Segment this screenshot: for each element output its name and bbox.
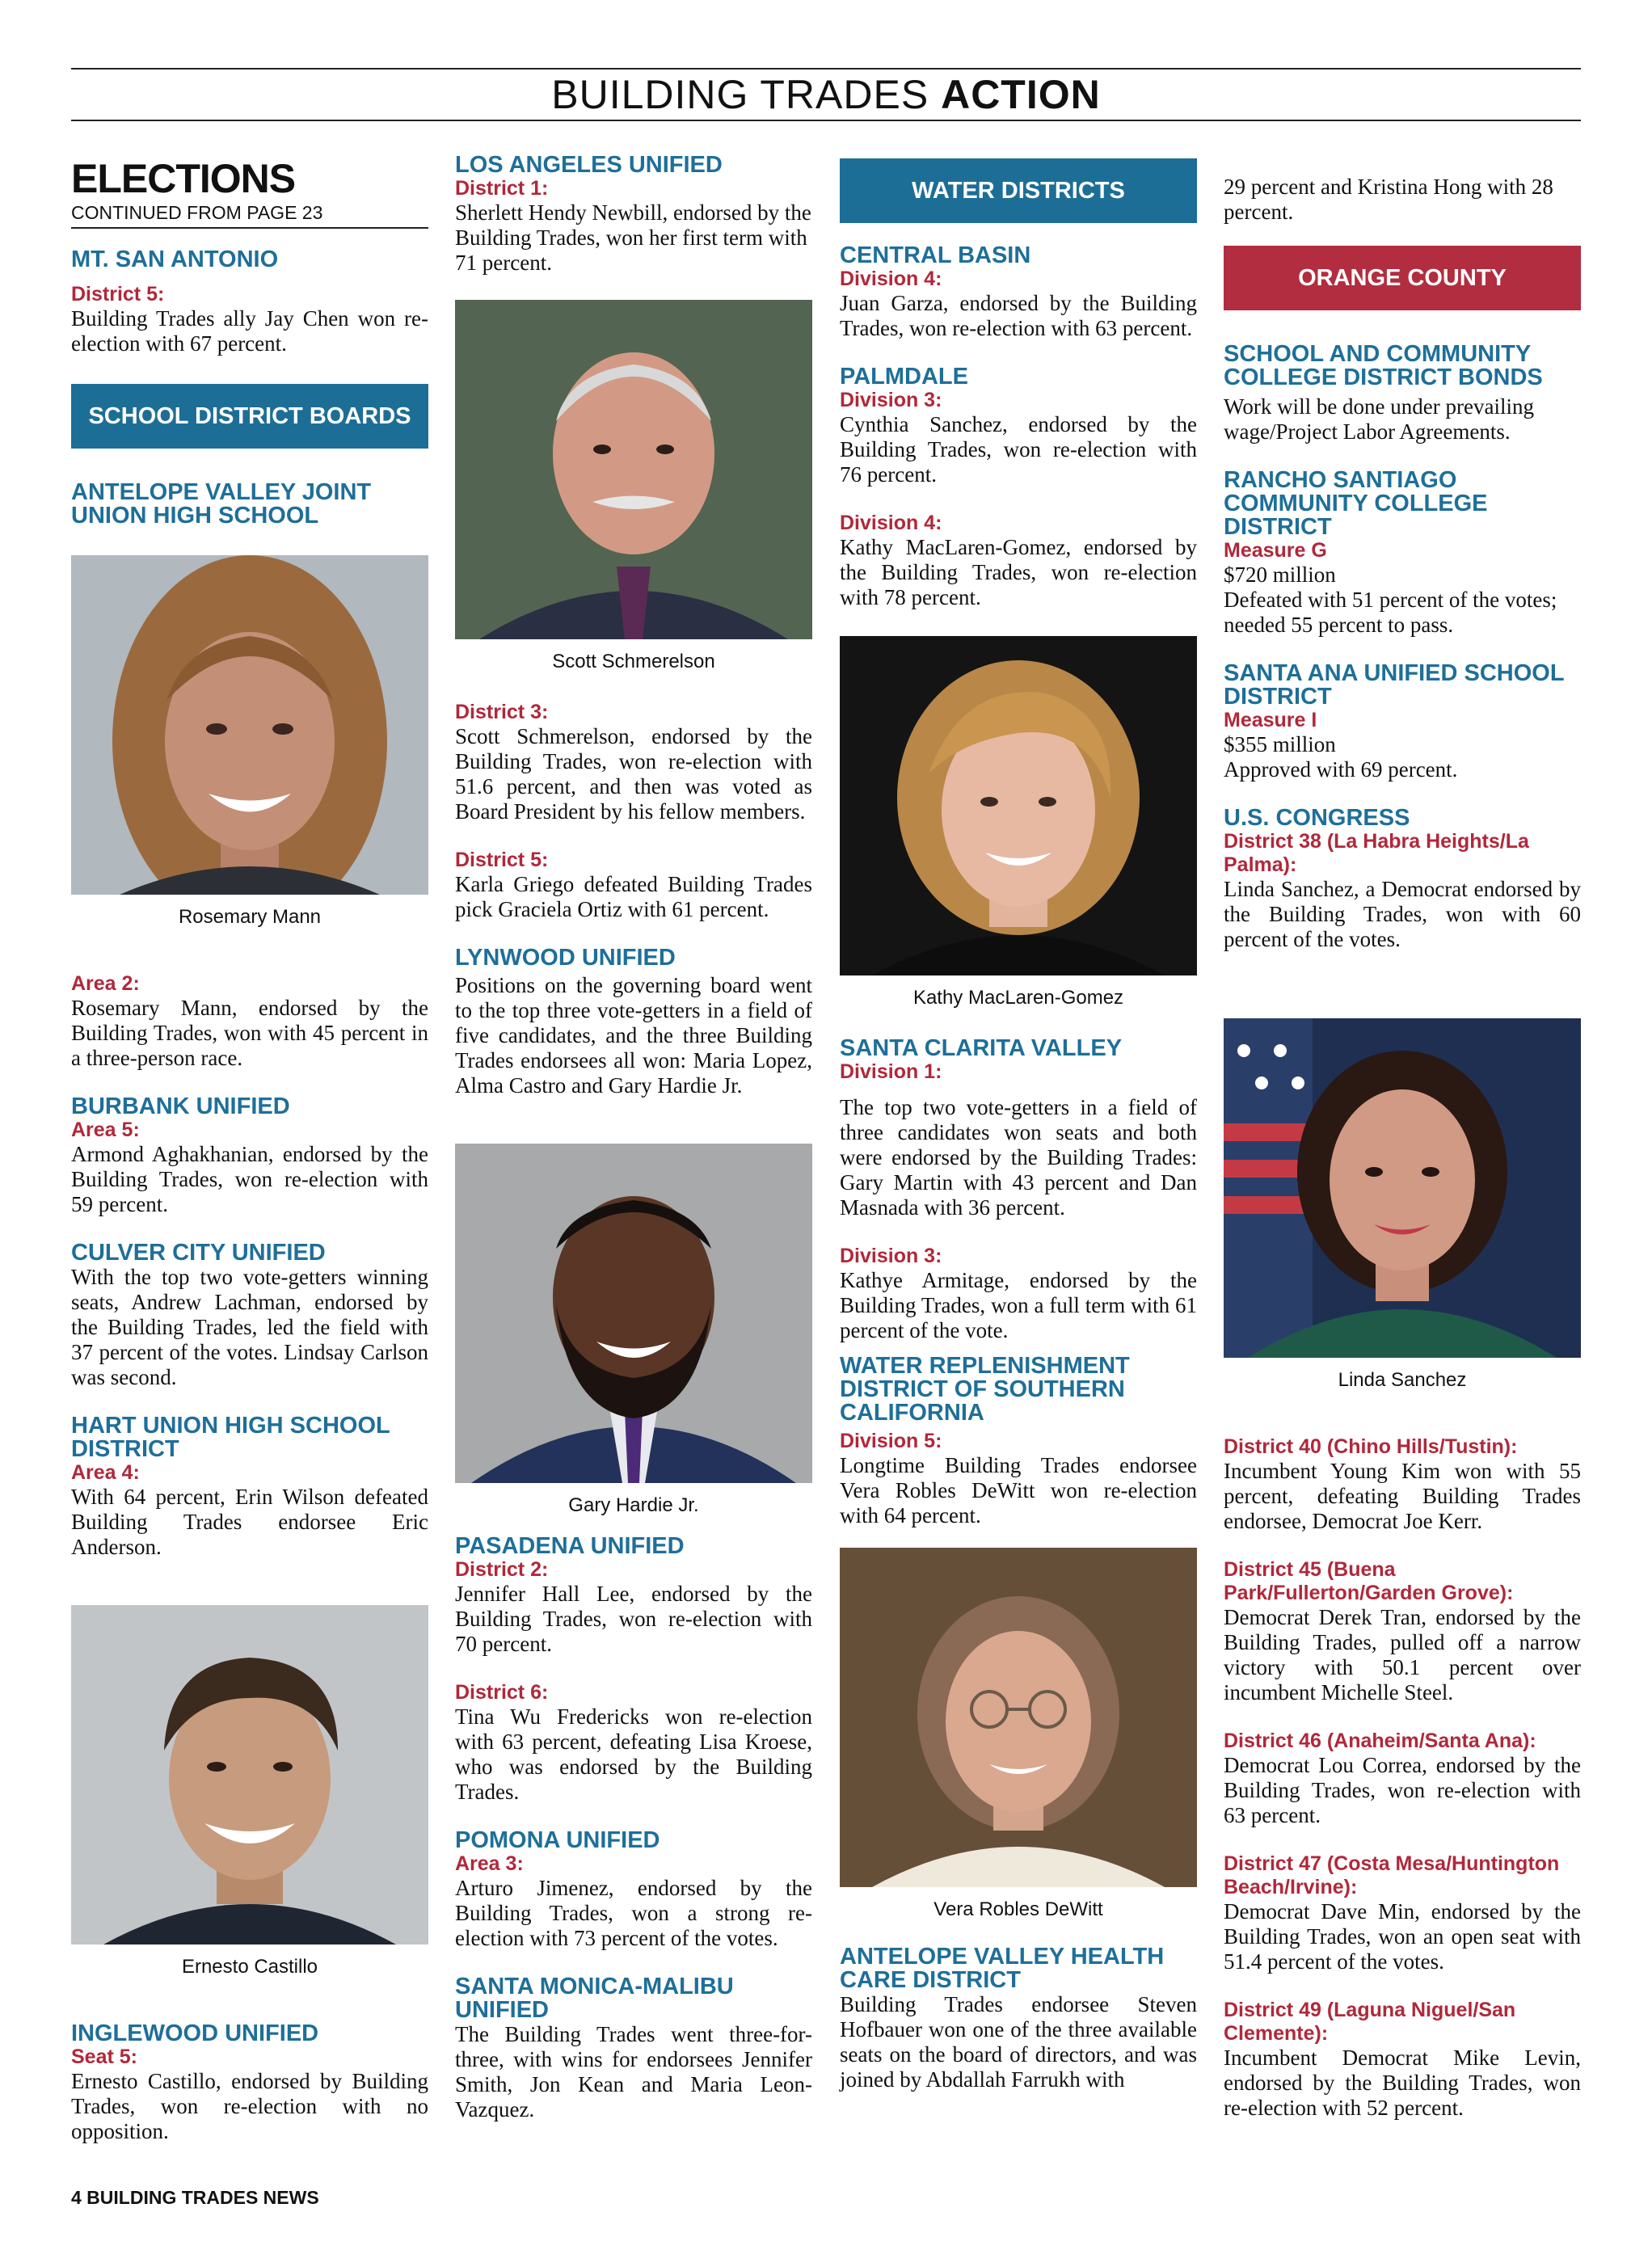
top-rule [71, 68, 1581, 70]
column-4 [1224, 154, 1581, 2121]
paragraph: $355 million [1224, 732, 1336, 756]
photo-rosemary-mann [71, 555, 428, 895]
paragraph: Rosemary Mann, endorsed by the Building Trades, won with 45 percent in a three-person race. [71, 996, 428, 1070]
photo-ernesto-castillo [71, 1605, 428, 1945]
heading-mt-san-antonio: MT. SAN ANTONIO [71, 246, 279, 272]
subheading: District 2: [455, 1558, 549, 1581]
photo-caption: Kathy MacLaren-Gomez [912, 987, 1124, 1009]
paragraph: Tina Wu Fredericks won re-election with 63 percent, defeating Lisa Kroese, who was endorsed by the Building Trades. [455, 1704, 812, 1804]
paragraph: Building Trades endorsee Steven Hofbauer won one of the three available seats on the board of directors, and was joined by Abdallah Farrukh with [840, 1992, 1197, 2092]
heading-pasadena-unified: PASADENA UNIFIED [455, 1533, 685, 1559]
photo-caption: Vera Robles DeWitt [933, 1898, 1103, 1920]
banner-regular: BUILDING TRADES [551, 72, 942, 117]
subheading: Measure G [1224, 539, 1327, 562]
photo-caption: Scott Schmerelson [552, 651, 715, 672]
paragraph: Longtime Building Trades endorsee Vera Robles DeWitt won re-election with 64 percent. [840, 1453, 1197, 1527]
paragraph: Positions on the governing board went to the top three vote-getters in a field of five candidates, and the three Building Trades endorsees all won: Maria Lopez, Alma Castro and Gary Hardie Jr. [455, 973, 812, 1098]
subheading: District 40 (Chino Hills/Tustin): [1224, 1435, 1518, 1458]
banner-bottom-rule [71, 120, 1581, 121]
paragraph: Karla Griego defeated Building Trades pick Graciela Ortiz with 61 percent. [455, 872, 812, 921]
section-box-school-district-boards: SCHOOL DISTRICT BOARDS [71, 384, 428, 449]
heading-santa-monica-malibu: SANTA MONICA-MALIBU UNIFIED [455, 1974, 734, 2023]
photo-caption: Rosemary Mann [178, 906, 322, 928]
heading-antelope-valley-joint: ANTELOPE VALLEY JOINT UNION HIGH SCHOOL [71, 479, 372, 529]
heading-palmdale: PALMDALE [840, 364, 968, 390]
heading-water-replenishment: WATER REPLENISHMENT DISTRICT OF SOUTHERN CALIFORNIA [840, 1353, 1130, 1426]
subheading: Area 5: [71, 1119, 140, 1141]
portrait-image [71, 1605, 428, 1945]
paragraph: Democrat Derek Tran, endorsed by the Building Trades, pulled off a narrow victory with 50.1 percent over incumbent Michelle Steel. [1224, 1605, 1581, 1704]
column-3 [840, 154, 1197, 2092]
paragraph: Scott Schmerelson, endorsed by the Building Trades, won re-election with 51.6 percent, and then was voted as Board President by his fellow members. [455, 724, 812, 824]
section-box-water-districts: WATER DISTRICTS [840, 158, 1197, 223]
photo-caption: Gary Hardie Jr. [568, 1494, 699, 1516]
subheading: District 45 (Buena Park/Fullerton/Garden Grove): [1224, 1558, 1514, 1604]
subheading: Division 1: [840, 1060, 942, 1083]
paragraph: With 64 percent, Erin Wilson defeated Building Trades endorsee Eric Anderson. [71, 1485, 428, 1559]
subheading: District 47 (Costa Mesa/Huntington Beach/Irvine): [1224, 1852, 1560, 1898]
paragraph: Building Trades ally Jay Chen won re-election with 67 percent. [71, 306, 428, 356]
subheading: District 38 (La Habra Heights/La Palma): [1224, 830, 1529, 876]
subheading: District 6: [455, 1681, 549, 1704]
heading-culver-city-unified: CULVER CITY UNIFIED [71, 1240, 326, 1266]
subheading: Area 4: [71, 1461, 140, 1484]
subheading: District 49 (Laguna Niguel/San Clemente): [1224, 1999, 1516, 2045]
paragraph: Sherlett Hendy Newbill, endorsed by the Building Trades, won her first term with 71 percent. [455, 200, 811, 275]
paragraph: Democrat Lou Correa, endorsed by the Building Trades, won re-election with 63 percent. [1224, 1753, 1581, 1827]
paragraph: Armond Aghakhanian, endorsed by the Building Trades, won re-election with 59 percent. [71, 1142, 428, 1216]
heading-us-congress: U.S. CONGRESS [1224, 805, 1410, 831]
paragraph: Linda Sanchez, a Democrat endorsed by the Building Trades, won with 60 percent of the votes. [1224, 877, 1581, 951]
paragraph: The Building Trades went three-for-three, with wins for endorsees Jennifer Smith, Jon Kean and Maria Leon-Vazquez. [455, 2022, 812, 2121]
paragraph: Democrat Dave Min, endorsed by the Building Trades, won an open seat with 51.4 percent of the votes. [1224, 1899, 1581, 1974]
portrait-image [455, 300, 812, 639]
subheading: Area 2: [71, 972, 140, 995]
section-box-orange-county: ORANGE COUNTY [1224, 246, 1581, 310]
photo-scott-schmerelson [455, 300, 812, 639]
paragraph: Incumbent Young Kim won with 55 percent, defeating Building Trades endorsee, Democrat Joe Kerr. [1224, 1459, 1581, 1533]
paragraph: Approved with 69 percent. [1224, 757, 1458, 782]
paragraph: 29 percent and Kristina Hong with 28 percent. [1224, 175, 1553, 224]
paragraph: Kathye Armitage, endorsed by the Building Trades, won a full term with 61 percent of the vote. [840, 1268, 1197, 1342]
subheading: Division 5: [840, 1430, 942, 1452]
page-footer: 4 BUILDING TRADES NEWS [71, 2187, 319, 2208]
heading-santa-clarita-valley: SANTA CLARITA VALLEY [840, 1035, 1123, 1061]
paragraph: Juan Garza, endorsed by the Building Trades, won re-election with 63 percent. [840, 291, 1197, 340]
subheading: Measure I [1224, 709, 1317, 731]
photo-linda-sanchez [1224, 1018, 1581, 1358]
heading-santa-ana-unified: SANTA ANA UNIFIED SCHOOL DISTRICT [1224, 660, 1565, 710]
paragraph: Defeated with 51 percent of the votes; needed 55 percent to pass. [1224, 588, 1557, 637]
continued-note: CONTINUED FROM PAGE 23 [71, 202, 428, 229]
subheading: District 46 (Anaheim/Santa Ana): [1224, 1730, 1536, 1752]
heading-school-bonds: SCHOOL AND COMMUNITY COLLEGE DISTRICT BONDS [1224, 341, 1543, 390]
paragraph: Jennifer Hall Lee, endorsed by the Building Trades, won re-election with 70 percent. [455, 1582, 812, 1656]
paragraph: $720 million [1224, 562, 1336, 587]
heading-antelope-valley-health: ANTELOPE VALLEY HEALTH CARE DISTRICT [840, 1944, 1165, 1993]
heading-pomona-unified: POMONA UNIFIED [455, 1827, 660, 1853]
paragraph: Incumbent Democrat Mike Levin, endorsed by the Building Trades, won re-election with 52 percent. [1224, 2046, 1581, 2120]
subheading: Division 4: [840, 268, 942, 290]
banner-bold: ACTION [941, 72, 1101, 117]
paragraph: Ernesto Castillo, endorsed by Building Trades, won re-election with no opposition. [71, 2069, 428, 2143]
portrait-image [455, 1144, 812, 1483]
heading-los-angeles-unified: LOS ANGELES UNIFIED [455, 152, 723, 178]
column-1 [71, 154, 428, 2144]
paragraph: Kathy MacLaren-Gomez, endorsed by the Building Trades, won re-election with 78 percent. [840, 535, 1197, 609]
portrait-image [71, 555, 428, 895]
photo-caption: Linda Sanchez [1338, 1369, 1467, 1391]
subheading: District 5: [71, 283, 165, 305]
column-2 [455, 154, 812, 2122]
heading-rancho-santiago: RANCHO SANTIAGO COMMUNITY COLLEGE DISTRICT [1224, 467, 1488, 540]
subheading: Seat 5: [71, 2046, 137, 2068]
subheading: Division 3: [840, 389, 942, 411]
photo-kathy-maclaren-gomez [840, 636, 1197, 975]
subheading: District 3: [455, 701, 549, 723]
paragraph: Cynthia Sanchez, endorsed by the Building Trades, won re-election with 76 percent. [840, 412, 1197, 487]
subheading: Division 4: [840, 512, 942, 534]
portrait-image [840, 636, 1197, 975]
subheading: Area 3: [455, 1852, 524, 1875]
paragraph: Arturo Jimenez, endorsed by the Building Trades, won a strong re-election with 73 percent of the votes. [455, 1876, 812, 1950]
paragraph: The top two vote-getters in a field of three candidates won seats and both were endorsed by the Building Trades: Gary Martin with 43 percent and Dan Masnada with 36 percent. [840, 1095, 1197, 1220]
paragraph: Work will be done under prevailing wage/Project Labor Agreements. [1224, 394, 1534, 444]
page-title: ELECTIONS [71, 156, 296, 201]
photo-vera-robles-dewitt [840, 1548, 1197, 1887]
portrait-image [1224, 1018, 1581, 1358]
portrait-image [840, 1548, 1197, 1887]
photo-caption: Ernesto Castillo [181, 1956, 318, 1978]
subheading: Division 3: [840, 1245, 942, 1267]
heading-central-basin: CENTRAL BASIN [840, 242, 1031, 268]
heading-burbank-unified: BURBANK UNIFIED [71, 1093, 290, 1119]
subheading: District 1: [455, 177, 549, 200]
photo-gary-hardie-jr [455, 1144, 812, 1483]
section-banner [71, 71, 1581, 118]
heading-lynwood-unified: LYNWOOD UNIFIED [455, 945, 676, 971]
heading-hart-union: HART UNION HIGH SCHOOL DISTRICT [71, 1413, 390, 1462]
subheading: District 5: [455, 849, 549, 871]
heading-inglewood-unified: INGLEWOOD UNIFIED [71, 2020, 319, 2046]
paragraph: With the top two vote-getters winning seats, Andrew Lachman, endorsed by the Building Trades, led the field with 37 percent of the votes. Lindsay Carlson was second. [71, 1265, 428, 1389]
